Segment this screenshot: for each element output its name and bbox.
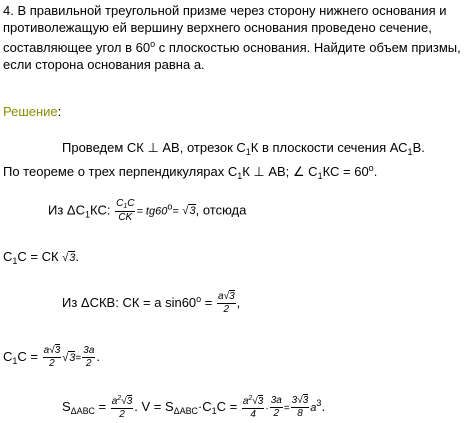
text: , отсюда — [195, 202, 247, 218]
fraction — [270, 396, 283, 419]
numerator: a√3 — [218, 291, 235, 302]
text: = — [94, 398, 107, 414]
solution-line-4 — [3, 250, 79, 266]
solution-label: Решение — [3, 104, 58, 119]
text: К в плоскости сечения АС — [250, 140, 408, 155]
solution-colon: : — [57, 104, 62, 119]
text: С = СК — [17, 249, 59, 264]
degree-mark: о — [196, 293, 202, 304]
fraction — [82, 346, 95, 369]
problem-statement — [3, 2, 467, 73]
text: В. — [412, 140, 425, 155]
problem-text: 4. В правильной треугольной призме через сторону нижнего основания и противолежащую ей вершину верхнего основания проведено сечение, составляющее угол в 60 — [3, 3, 447, 55]
text: = — [75, 352, 82, 364]
subscript: ΔАВС — [70, 405, 95, 416]
text: = tg60 — [136, 205, 168, 218]
text: С = — [216, 398, 238, 414]
radical-sign-icon: √ — [62, 252, 69, 264]
subscript: 1 — [85, 209, 91, 220]
subscript: ΔАВС — [173, 405, 198, 416]
text: С — [3, 249, 13, 264]
solution-line-6 — [3, 346, 100, 369]
text: . V = S — [134, 398, 174, 414]
denominator: 2 — [119, 409, 125, 420]
text: С — [3, 348, 13, 364]
text: · — [265, 402, 269, 414]
numerator: $a^2√3$ — [242, 395, 264, 407]
text: Из ΔСКВ: СК = a sin60 — [62, 294, 197, 310]
square-root: √3 — [182, 205, 196, 218]
degree-mark: o — [150, 39, 156, 49]
denominator: 8 — [297, 408, 303, 419]
degree-mark: o — [167, 201, 173, 212]
text: ·С — [197, 398, 212, 414]
denominator: 2 — [273, 408, 280, 419]
denominator: 2 — [223, 304, 230, 315]
text: Из ΔС — [48, 202, 85, 218]
subscript: 1 — [211, 405, 217, 416]
subscript: 1 — [245, 147, 251, 157]
text: КС = 60 — [322, 164, 369, 179]
text: a — [310, 401, 317, 414]
fraction — [242, 395, 265, 420]
numerator: $a^2√3$ — [111, 395, 133, 407]
solution-line-3 — [48, 199, 246, 223]
numerator: 3√3 — [291, 395, 309, 406]
solution-line-5 — [62, 292, 240, 315]
solution-heading — [3, 105, 61, 118]
radical-sign-icon: √ — [182, 205, 189, 218]
text: , — [236, 294, 241, 310]
fraction — [43, 346, 62, 369]
text: КС: — [90, 202, 111, 218]
text: К ⊥ АВ; ∠ С — [242, 164, 318, 179]
subscript: 1 — [407, 147, 413, 157]
numerator: 3a — [270, 395, 282, 406]
subscript: 1 — [317, 171, 323, 181]
text: По теореме о трех перпендикулярах С — [3, 164, 238, 179]
text: = — [283, 402, 290, 414]
text: Проведем СК ⊥ АВ, отрезок С — [62, 140, 246, 155]
fraction — [291, 396, 310, 419]
problem-text-continued: с плоскостью основания. Найдите объем призмы, если сторона основания равна а. — [3, 40, 461, 72]
denominator: CK — [118, 212, 133, 223]
solution-line-2 — [3, 164, 377, 181]
text: S — [62, 398, 71, 414]
subscript: 1 — [237, 171, 243, 181]
solution-line-7 — [62, 395, 325, 420]
text: = — [201, 294, 213, 310]
square-root: √3 — [62, 351, 76, 364]
fraction — [115, 199, 135, 223]
text: С = — [17, 348, 38, 364]
text: = — [172, 205, 179, 218]
numerator: 3a — [83, 345, 95, 356]
subscript: 1 — [12, 256, 18, 266]
text: . — [96, 348, 101, 364]
numerator: a√3 — [43, 345, 61, 356]
denominator: 2 — [49, 358, 55, 369]
denominator: 2 — [86, 358, 92, 369]
fraction — [217, 292, 236, 315]
numerator: $C_1C$ — [116, 198, 135, 210]
text: . — [75, 249, 79, 264]
text: . — [321, 398, 326, 414]
denominator: 4 — [250, 409, 256, 420]
degree-mark: о — [368, 163, 374, 173]
text: . — [373, 164, 378, 179]
superscript: 3 — [316, 397, 322, 408]
square-root: √3 — [62, 252, 76, 264]
subscript: 1 — [12, 355, 18, 366]
solution-line-1 — [62, 141, 425, 157]
fraction — [111, 395, 134, 420]
